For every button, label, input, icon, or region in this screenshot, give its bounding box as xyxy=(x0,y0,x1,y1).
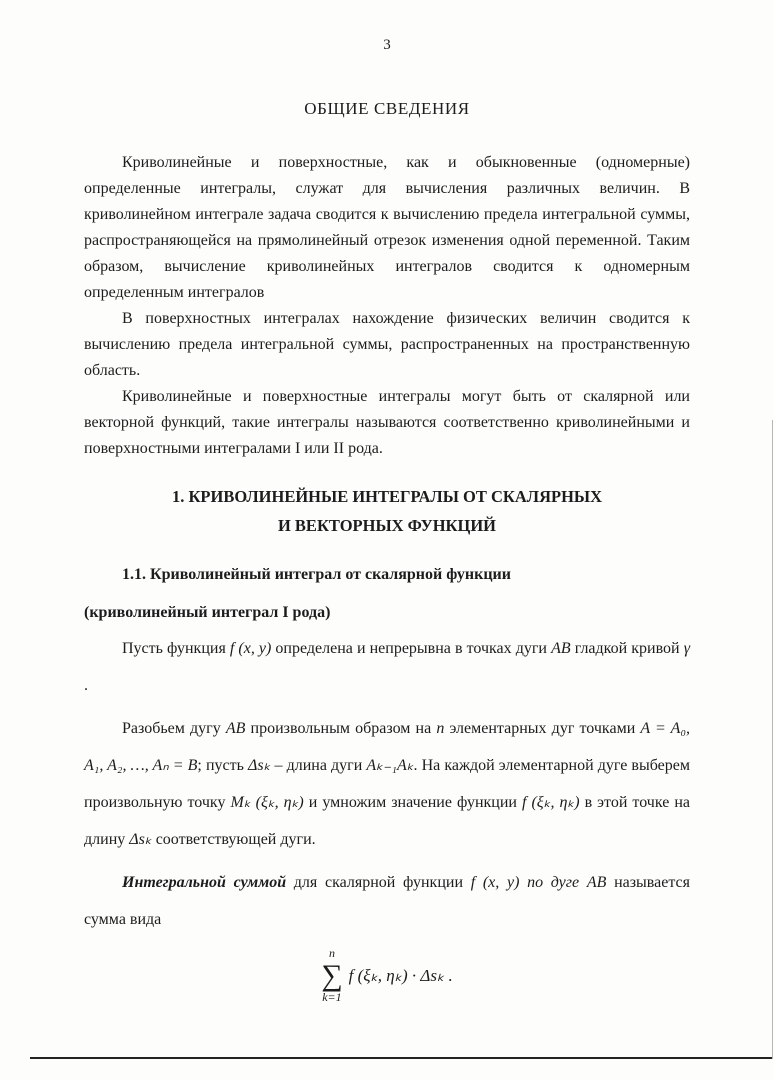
math-segment: Aₖ₋₁Aₖ xyxy=(366,757,414,774)
text-segment: элементарных дуг точками xyxy=(444,720,641,737)
paragraph-intro-1: Криволинейные и поверхностные, как и обыкновенные (одномерные) определенные интегралы, служат для вычисления различных величин. В криволинейном интеграле задача сводится к вычислению предела интегральной суммы, распространяющейся на прямолинейный отрезок изменения одной переменной. Таким образом, вычисление криволинейных интегралов сводится к одномерным определенным интегралов xyxy=(84,154,690,301)
paragraph-definition-setup xyxy=(84,630,690,704)
chapter-heading-line1: 1. КРИВОЛИНЕЙНЫЕ ИНТЕГРАЛЫ ОТ СКАЛЯРНЫХ xyxy=(171,487,603,506)
text-segment: Пусть функция xyxy=(122,640,230,657)
chapter-heading-line2: И ВЕКТОРНЫХ ФУНКЦИЙ xyxy=(277,516,497,535)
sum-upper-limit: n xyxy=(328,946,335,960)
math-segment: A = A₀, A₁, A₂, …, Aₙ = B xyxy=(84,720,691,774)
subsection-heading-line2: (криволинейный интеграл I рода) xyxy=(84,604,331,621)
math-segment: AB xyxy=(551,640,571,657)
emphasized-text: по дуге xyxy=(519,874,587,891)
formula-expression: f (ξₖ, ηₖ) · Δsₖ . xyxy=(348,965,453,985)
math-segment: n xyxy=(436,720,445,737)
text-segment: называется сумма вида xyxy=(84,874,691,928)
scan-artifact-bottom-edge xyxy=(30,1057,772,1059)
text-segment: Разобьем дугу xyxy=(122,720,226,737)
text-segment: произвольным образом на xyxy=(245,720,437,737)
math-segment: f (x, y) xyxy=(470,874,520,891)
paragraph-partition-description xyxy=(84,710,690,858)
math-segment: Δsₖ xyxy=(247,757,271,774)
math-segment: AB xyxy=(586,874,607,891)
math-segment: Mₖ (ξₖ, ηₖ) xyxy=(230,794,304,811)
text-segment: – длина дуги xyxy=(270,757,367,774)
text-segment: в этой точке на длину xyxy=(84,794,691,848)
sum-lower-limit: k=1 xyxy=(322,989,342,1004)
page-number: 3 xyxy=(383,37,391,53)
math-segment: f (x, y) xyxy=(229,640,272,657)
chapter-heading xyxy=(84,482,690,540)
text-segment: и умножим значение функции xyxy=(303,794,522,811)
math-segment: Δsₖ xyxy=(129,831,152,848)
subsection-heading xyxy=(84,564,690,624)
subsection-heading-line1: 1.1. Криволинейный интеграл от скалярной функции xyxy=(122,566,511,583)
summation-symbol xyxy=(321,947,342,1005)
math-segment: AB xyxy=(225,720,246,737)
integral-sum-formula xyxy=(84,942,690,1005)
emphasized-term: Интегральной суммой xyxy=(122,874,287,891)
section-title-general: ОБЩИЕ СВЕДЕНИЯ xyxy=(304,99,470,118)
text-segment: соответствующей дуги. xyxy=(151,831,316,848)
paragraph-intro-3: Криволинейные и поверхностные интегралы могут быть от скалярной или векторной функций, такие интегралы называются соответственно криволинейными и поверхностными интегралами I или II рода. xyxy=(84,388,690,457)
math-segment: γ xyxy=(683,640,691,657)
text-segment: . На каждой элементарной дуге выберем произвольную точку xyxy=(84,757,690,811)
paragraph-intro-2: В поверхностных интегралах нахождение физических величин сводится к вычислению предела интегральной суммы, распространенных на пространственную область. xyxy=(84,310,690,379)
math-segment: f (ξₖ, ηₖ) xyxy=(522,794,580,811)
text-segment: . xyxy=(84,677,88,694)
paragraph-integral-sum-definition xyxy=(84,864,690,938)
text-segment: для скалярной функции xyxy=(286,874,471,891)
sigma-icon: ∑ xyxy=(321,958,343,992)
text-segment: ; пусть xyxy=(197,757,248,774)
formula-body xyxy=(321,947,452,1005)
text-segment: определена и непрерывна в точках дуги xyxy=(271,640,552,657)
scan-artifact-right-edge xyxy=(772,420,773,1059)
text-segment: гладкой кривой xyxy=(570,640,684,657)
